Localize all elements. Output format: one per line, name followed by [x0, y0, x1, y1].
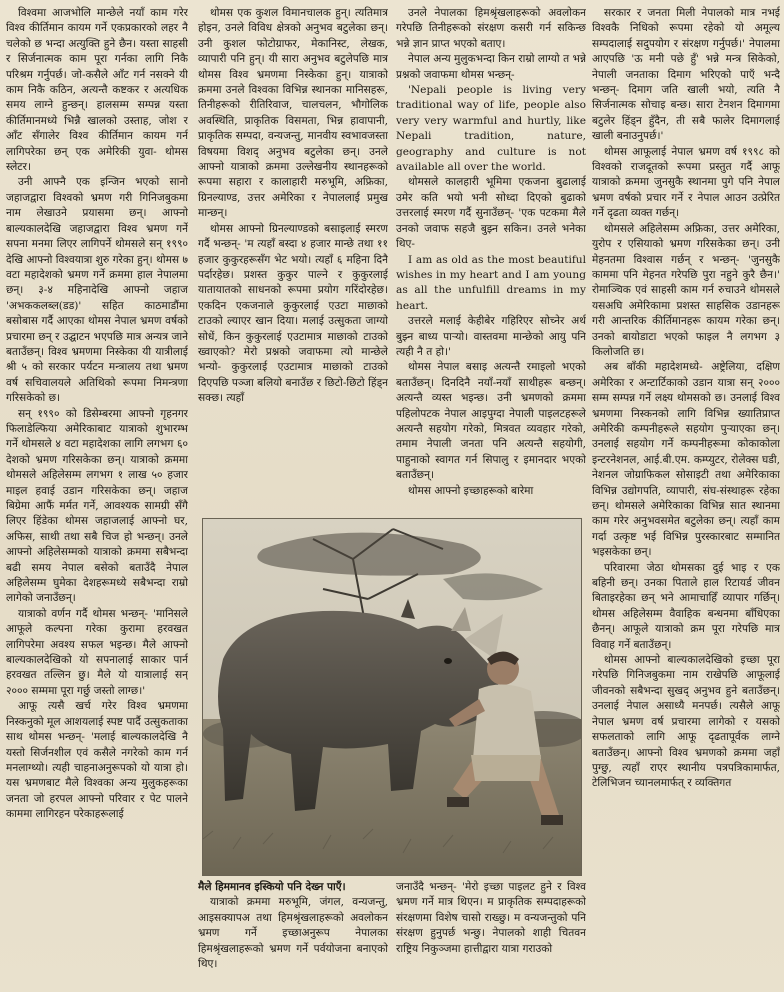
article-paragraph: थोमसले अहिलेसम्म अफ्रिका, उत्तर अमेरिका, युरोप र एसियाको भ्रमण गरिसकेका छन्। उनी मेहनतमा विश्वास गर्छन् र भन्छन्- 'जुनसुकै काममा पनि मेहनत गरेपछि पुरा नहुने कुरै छैन।' रोमाञ्चिक एवं साहसी काम गर्न रुचाउने थोमसले यसअघि अमेरिकामा प्रशस्त साहसिक उडानहरू गरी आन्तरिक कीर्तिमानहरू कायम गरेका छन्। उनको बायोडाटा भएको फाइल नै लगभग ३ किलोजति छ। — [592, 222, 780, 358]
rhino-photo — [202, 518, 582, 876]
article-paragraph: विश्वमा आजभोलि मान्छेले नयाँ काम गरेर विश्व कीर्तिमान कायम गर्ने एकप्रकारको लहर नै चलेको छ भन्दा अत्युक्ति हुने छैन। यस्ता साहसी र सिर्जनात्मक काम पूरा गर्नका लागि निकै परिश्रम गर्नुपर्छ। जो-कसैले आँट गर्न नसक्ने यी काम निकै कठिन, अत्यन्तै कष्टकर र अत्यधिक समय लाग्ने हुन्छन्। हालसम्म सम्पन्न यस्ता कीर्तिमानमध्ये भिन्नै खालको उस्ताह, जोश र आँट सँगालेर विश्व कीर्तिमान कायम गर्न लागिपरेका छन् एक अमेरिकी युवा- थोमस स्लेटर। — [6, 7, 188, 174]
article-column-2 — [198, 6, 388, 506]
article-paragraph: उनी आफ्नै एक इन्जिन भएको सानो जहाजद्वारा विश्वको भ्रमण गरी गिनिजबुकमा नाम लेखाउने प्रयासमा छन्। आफ्नो बाल्यकालदेखि जहाजद्वारा विश्व भ्रमण गर्ने सपना मनमा लिएर लागिपर्ने थोमसले सन् १९९० देखि आफ्नो विश्वयात्रा शुरु गरेका हुन्। थोमस ७ वटा महादेशको भ्रमण गर्ने क्रममा हाल नेपालमा छन्। ३-४ महिनादेखि आफ्नो जहाज 'अभककलब्ल(डड)' सहित काठमाडौंमा बसोबास गर्दै आएका थोमस नेपाल भ्रमण वर्षको प्रचारमा छन् र उद्घाटन भएपछि मात्र अन्यत्र जाने बताउँछन्। विश्व भ्रमणमा निस्केका यी यात्रीलाई श्री ५ को सरकार पर्यटन मन्त्रालय तथा भ्रमण वर्ष सचिवालयले अतिथिको रूपमा निमन्त्रणा गरिसकेको छ। — [6, 176, 188, 405]
article-paragraph: आफू त्यसै खर्च गरेर विश्व भ्रमणमा निस्कनुको मूल आशयलाई स्पष्ट पार्दै उत्सुकताका साथ थोमस भन्छन्- 'मलाई बाल्यकालदेखि नै यस्तो सिर्जनशील एवं कसैले नगरेको काम गर्न मनलाग्थ्यो। त्यही चाहनाअनुरूपको यो यात्रा हो। यस भ्रमणबाट मैले विश्वका अन्य मुलुकहरूका जनता जो हरपल आफ्नो परिवार र पेट पालने काममा लागिरहन परेकाहरूलाई — [6, 700, 188, 821]
english-quote: I am as old as the most beautiful wishes in my heart and I am young as all the unfulfill dreams in my heart. — [396, 253, 586, 312]
english-quote: 'Nepali people is living very traditional way of life, people also very very warmful and hurtly, like Nepali tradition, nature, geography and culture is not available all over the world. — [396, 84, 586, 174]
article-paragraph: उत्तरले मलाई केहीबेर गहिरिएर सोच्नेर अर्थ बुझ्न बाध्य पाऱ्यो। वास्तवमा मान्छेको आयु पनि त्यही नै त हो।' — [396, 315, 586, 358]
article-paragraph: सन् १९९० को डिसेम्बरमा आफ्नो गृहनगर फिलाडेल्फिया अमेरिकाबाट यात्राको शुभारम्भ गर्ने थोमसले ४ वटा महादेशका लागि लगभग ६० देशको भ्रमण गरिसकेका छन्। यात्राको क्रममा थोमसले अहिलेसम्म लगभग १ लाख ५० हजार माइल हवाई उडान गरिसकेका छन्। जहाज बिग्रेमा आफैं मर्मत गर्ने, आवश्यक सामग्री सँगै लिएर हिंडेका थोमस जहाजलाई आफ्नो घर, अफिस, साथी तथा सबै चिज हो भन्छन्। उनले आफ्नो अहिलेसम्मको यात्राको क्रममा सबैभन्दा बढी समय नेपाल बसेको बताउँदै नेपाल अहिलेसम्म घुमेका देशहरूमध्ये सबैभन्दा राम्रो लागेको जनाउँछन्। — [6, 407, 188, 605]
article-paragraph: उनले नेपालका हिमश्रृंखलाहरूको अवलोकन गरेपछि तिनीहरूको संरक्षण कसरी गर्न सकिन्छ भन्ने ज्ञान प्राप्त भएको बताए। — [396, 7, 586, 50]
article-paragraph: अब बाँकी महादेशमध्ये- अष्ट्रेलिया, दक्षिण अमेरिका र अन्टार्टिकाको उडान यात्रा सन् २००० सम्म सम्पन्न गर्ने लक्ष्य थोमसको छ। उनलाई विश्व भ्रमणमा निस्कनको लागि विभिन्न ख्यातिप्राप्त अमेरिकी कम्पनीहरूले सहयोग पुऱ्याएका छन्। उनलाई सहयोग गर्ने कम्पनीहरूमा कोकाकोला इन्टरनेशनल, आई.बी.एम. कम्प्युटर, रोलेक्स घडी, नेशनल जोग्राफिकल सोसाइटी तथा अमेरिकाका विभिन्न उद्योगपति, व्यापारी, संघ-संस्थाहरू रहेका छन्। थोमसले अमेरिकाका विभिन्न सात स्थानमा काम गरेर अनुभवसमेत बटुलेका छन्। त्यहाँ काम गर्दा उत्कृष्ट भई विभिन्न पुरस्कारबाट सम्मानित भइसकेका छन्। — [592, 361, 780, 559]
article-paragraph: यात्राको वर्णन गर्दै थोमस भन्छन्- 'मानिसले आफूले कल्पना गरेका कुरामा हरवखत लागिपरेमा अवश्य सफल भइन्छ। मैले आफ्नो बाल्यकालदेखिको यो सपनालाई साकार पार्न हरवखत तल्लिन छु। मैले यो यात्रालाई सन् २००० सम्ममा पूरा गर्छु जस्तो लाग्छ।' — [6, 607, 188, 697]
article-paragraph: थोमस एक कुशल विमानचालक हुन्। त्यतिमात्र होइन, उनले विविध क्षेत्रको अनुभव बटुलेका छन्। उनी कुशल फोटोग्राफर, मेकानिस्ट, लेखक, व्यापारी पनि हुन्। यी सारा अनुभव बटुलेपछि मात्र थोमस विश्व भ्रमणमा निस्केका हुन्। यात्राको क्रममा उनले विश्वका विभिन्न स्थानका मानिसहरू, तिनीहरूको रीतिरिवाज, चालचलन, भौगोलिक अवस्थिति, प्राकृतिक विसमता, भिन्न हावापानी, प्राकृतिक सम्पदा, वन्यजन्तु, मानवीय स्वभावजस्ता विषयमा विशद् अनुभव बटुलेका छन्। उनले आफ्नो यात्राको क्रममा उल्लेखनीय स्थानहरूको रूपमा सहारा र कालाहारी मरुभूमि, अफ्रिका, ग्रिनल्याण्ड, उत्तर अमेरिका र नेपाललाई प्रमुख मान्छन्। — [198, 7, 388, 220]
article-paragraph: सरकार र जनता मिली नेपालको मात्र नभई विश्वकै निधिको रूपमा रहेको यो अमूल्य सम्पदालाई सदुपयोग र संरक्षण गर्नुपर्छ।' नेपालमा आएपछि 'ऊ मनी पछे हुँ' भन्ने मन्त्र सिकेको, नेपाली जनताका दिमाग भरिएको पाएँ भन्दै भन्छन्- दिमाग जति खाली भयो, त्यति नै सिर्जनात्मक सोचाइ बन्छ। सारा टेनशन दिमागमा बटुलेर हिंड्न हुँदैन, ती सबै फालेर दिमागलाई खाली बनाउनुपर्छ।' — [592, 7, 780, 143]
article-paragraph: जनाउँदै भन्छन्- 'मेरो इच्छा पाइलट हुने र विश्व भ्रमण गर्ने मात्र थिएन। म प्राकृतिक सम्पदाहरूको संरक्षणमा विशेष चासो राख्छु। म वन्यजन्तुको पनि संरक्षण हुनुपर्छ भन्छु। नेपालको शाही चितवन राष्ट्रिय निकुञ्जमा हात्तीद्वारा यात्रा गराउको — [396, 881, 586, 955]
article-column-1 — [6, 6, 188, 986]
article-paragraph: थोमसले कालहारी भूमिमा एकजना बुढालाई उमेर कति भयो भनी सोध्दा दिएको बुढाको उत्तरलाई स्मरण गर्दै सुनाउँछन्- 'एक पटकमा मैले उनको जवाफ सहजै बुझ्न सकिन। उनले भनेका थिए- — [396, 176, 586, 251]
article-paragraph: यात्राको क्रममा मरुभूमि, जंगल, वन्यजन्तु, आइसक्यापअ तथा हिमश्रृंखलाहरूको अवलोकन भ्रमण गर्ने इच्छाअनुरूप नेपालका हिमश्रृंखलाहरूको भ्रमण गर्ने पर्वयोजना बनाएको थिए। — [198, 896, 388, 971]
article-paragraph: थोमस आफ्नो ग्रिनल्याण्डको बसाइलाई स्मरण गर्दै भन्छन्- 'म त्यहाँ बस्दा ४ हजार मान्छे तथा ११ हजार कुकुरहरूसँग भेट भयो। त्यहाँ ६ महिना दिनै पर्दारहेछ। प्रशस्त कुकुर पाल्ने र कुकुरलाई यातायातको साधनको रूपमा प्रयोग गरिंदोरहेछ। एकदिन एकजनाले कुकुरलाई एउटा माछाको टाउको ल्याएर खान दिया। मलाई उत्सुकता जाग्यो सोधें, किन कुकुरलाई एउटामात्र माछाको टाउको ख्वाएको? मेरो प्रश्नको जवाफमा त्यो मान्छेले भन्यो- कुकुरलाई एउटामात्र माछाको टाउको दिएपछि पञ्जा बलियो बनाउँछ र छिटो-छिटो हिंड्न सक्छ। त्यहाँ — [198, 222, 388, 405]
article-paragraph: नेपाल अन्य मुलुकभन्दा किन राम्रो लाग्यो त भन्ने प्रश्नको जवाफमा थोमस भन्छन्- — [396, 53, 586, 81]
article-paragraph: थोमस नेपाल बसाइ अत्यन्तै रमाइलो भएको बताउँछन्। दिनदिनै नयाँ-नयाँ साथीहरू बन्छन्। अत्यन्तै व्यस्त भइन्छ। उनी भ्रमणको क्रममा पहिलोपटक नेपाल आइपुग्दा नेपाली पाइलटहरूले अत्यन्तै सहयोग गरेको, मित्रवत व्यवहार गरेको, तमाम नेपाली जनता पनि अत्यन्तै सहयोगी, पाहुनाको स्वागत गर्न सिपालु र इमानदार भएको बताउँछन्। — [396, 361, 586, 482]
photo-caption: मैले हिममानव इस्कियो पनि देख्न पाएँ। — [198, 881, 346, 893]
article-paragraph: थोमस आफ्नो इच्छाहरूको बारेमा — [408, 484, 534, 497]
article-paragraph: परिवारमा जेठा थोमसका दुई भाइ र एक बहिनी छन्। उनका पिताले हाल रिटायर्ड जीवन बिताइरहेका छन् भने आमाचाहिँ व्यापार गर्छिन्। थोमस अहिलेसम्म वैवाहिक बन्धनमा बाँधिएका छैनन्। आफूले यात्राको क्रम पूरा गरेपछि मात्र विवाह गर्ने बताउँछन्। — [592, 561, 780, 651]
article-column-3 — [396, 6, 586, 506]
article-paragraph: थोमस आफ्नो बाल्यकालदेखिको इच्छा पूरा गरेपछि गिनिजबुकमा नाम राखेपछि आफूलाई जीवनको सबैभन्दा सुखद् अनुभव हुने बताउँछन्। उनलाई नेपाल असाध्यै मनपर्छ। त्यसैले आफू नेपाल भ्रमण वर्ष प्रचारमा लागेको र यसको सफलताको लागि आफू दृढतापूर्वक लाग्ने बताउँछन्। आफ्नो विश्व भ्रमणको क्रममा जहाँ पुग्छु, त्यहाँ राएर स्थानीय पत्रपत्रिकामार्फत, टेलिभिजन च्यानलमार्फत् र व्यक्तिगत — [592, 654, 780, 790]
caption-column-2 — [198, 880, 388, 988]
article-column-4 — [592, 6, 780, 986]
caption-column-3 — [396, 880, 586, 988]
article-paragraph: थोमस आफूलाई नेपाल भ्रमण वर्ष १९९८ को विश्वको राजदूतको रूपमा प्रस्तुत गर्दै आफू यात्राको क्रममा जुनसुकै स्थानमा पुगे पनि नेपाल भ्रमण वर्षको प्रचार गर्ने र नेपाल आउन उत्प्रेरित गर्ने दृढता व्यक्त गर्छन्। — [592, 145, 780, 220]
